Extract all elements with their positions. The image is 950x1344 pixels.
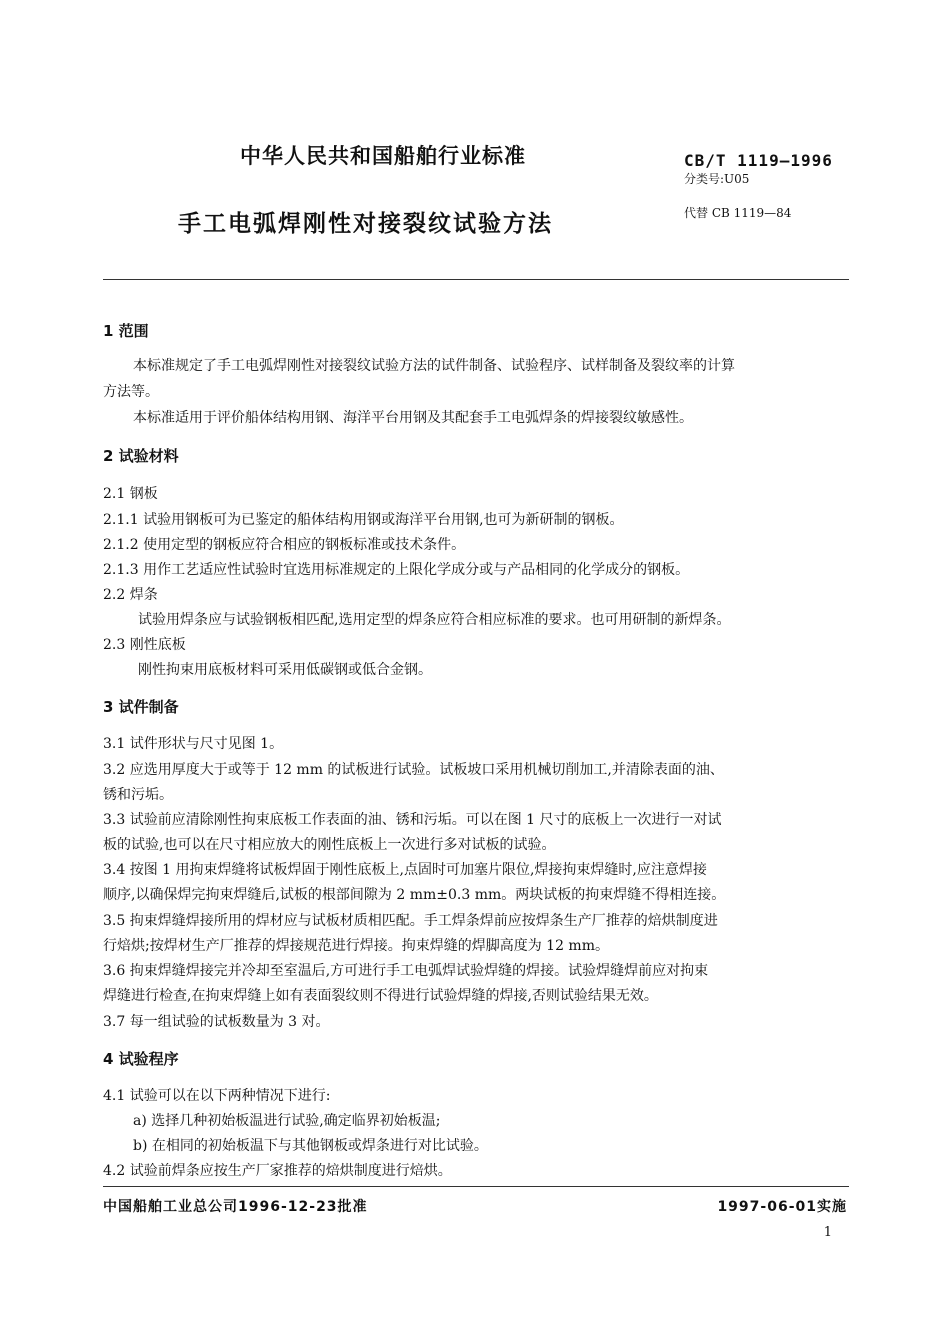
clause-continuation: 板的试验,也可以在尺寸相应放大的刚性底板上一次进行多对试板的试验。 <box>103 837 556 853</box>
clause-line: 4.2 试验前焊条应按生产厂家推荐的焙烘制度进行焙烘。 <box>103 1163 452 1179</box>
clause-line: 2.1.2 使用定型的钢板应符合相应的钢板标准或技术条件。 <box>103 537 466 553</box>
clause-continuation: 锈和污垢。 <box>103 787 173 803</box>
section-heading: 4 试验程序 <box>103 1050 179 1068</box>
clause-line: 3.1 试件形状与尺寸见图 1。 <box>103 736 284 752</box>
clause-continuation: 行焙烘;按焊材生产厂推荐的焊接规范进行焊接。拘束焊缝的焊脚高度为 12 mm。 <box>103 938 609 954</box>
clause-line: 3.2 应选用厚度大于或等于 12 mm 的试板进行试验。试板坡口采用机械切削加工,并清除表面的油、 <box>103 762 724 778</box>
subsection-heading: 2.3 刚性底板 <box>103 637 186 653</box>
paragraph-line: 方法等。 <box>103 384 159 400</box>
list-item: a) 选择几种初始板温进行试验,确定临界初始板温; <box>133 1113 441 1129</box>
standard-code: CB/T 1119—1996 <box>684 151 833 170</box>
classification-number: 分类号:U05 <box>684 172 750 186</box>
footer-divider <box>103 1186 849 1187</box>
clause-line: 3.4 按图 1 用拘束焊缝将试板焊固于刚性底板上,点固时可加塞片限位,焊接拘束焊缝时,应注意焊接 <box>103 862 707 878</box>
clause-line: 3.5 拘束焊缝焊接所用的焊材应与试板材质相匹配。手工焊条焊前应按焊条生产厂推荐的焙烘制度进 <box>103 913 718 929</box>
subsection-heading: 2.1 钢板 <box>103 486 158 502</box>
replaces-standard: 代替 CB 1119—84 <box>684 206 792 220</box>
document-title: 手工电弧焊刚性对接裂纹试验方法 <box>178 211 553 237</box>
approval-statement: 中国船舶工业总公司1996-12-23批准 <box>103 1199 368 1215</box>
clause-continuation: 焊缝进行检查,在拘束焊缝上如有表面裂纹则不得进行试验焊缝的焊接,否则试验结果无效。 <box>103 988 658 1004</box>
paragraph-line: 刚性拘束用底板材料可采用低碳钢或低合金钢。 <box>138 662 432 678</box>
section-heading: 3 试件制备 <box>103 698 179 716</box>
header-divider <box>103 279 849 280</box>
paragraph-line: 本标准适用于评价船体结构用钢、海洋平台用钢及其配套手工电弧焊条的焊接裂纹敏感性。 <box>133 410 693 426</box>
section-heading: 2 试验材料 <box>103 447 179 465</box>
list-item: b) 在相同的初始板温下与其他钢板或焊条进行对比试验。 <box>133 1138 488 1154</box>
clause-line: 2.1.3 用作工艺适应性试验时宜选用标准规定的上限化学成分或与产品相同的化学成分的钢板。 <box>103 562 690 578</box>
clause-line: 4.1 试验可以在以下两种情况下进行: <box>103 1088 331 1104</box>
page-number: 1 <box>823 1225 832 1240</box>
clause-line: 3.7 每一组试验的试板数量为 3 对。 <box>103 1014 330 1030</box>
section-heading: 1 范围 <box>103 322 149 340</box>
effective-date-statement: 1997-06-01实施 <box>717 1199 847 1215</box>
clause-line: 3.6 拘束焊缝焊接完并冷却至室温后,方可进行手工电弧焊试验焊缝的焊接。试验焊缝焊前应对拘束 <box>103 963 709 979</box>
standard-category-title: 中华人民共和国船舶行业标准 <box>240 144 526 168</box>
clause-continuation: 顺序,以确保焊完拘束焊缝后,试板的根部间隙为 2 mm±0.3 mm。两块试板的拘束焊缝不得相连接。 <box>103 887 726 903</box>
paragraph-line: 本标准规定了手工电弧焊刚性对接裂纹试验方法的试件制备、试验程序、试样制备及裂纹率的计算 <box>133 358 735 374</box>
subsection-heading: 2.2 焊条 <box>103 587 158 603</box>
clause-line: 3.3 试验前应清除刚性拘束底板工作表面的油、锈和污垢。可以在图 1 尺寸的底板上一次进行一对试 <box>103 812 722 828</box>
paragraph-line: 试验用焊条应与试验钢板相匹配,选用定型的焊条应符合相应标准的要求。也可用研制的新焊条。 <box>138 612 731 628</box>
clause-line: 2.1.1 试验用钢板可为已鉴定的船体结构用钢或海洋平台用钢,也可为新研制的钢板。 <box>103 512 624 528</box>
